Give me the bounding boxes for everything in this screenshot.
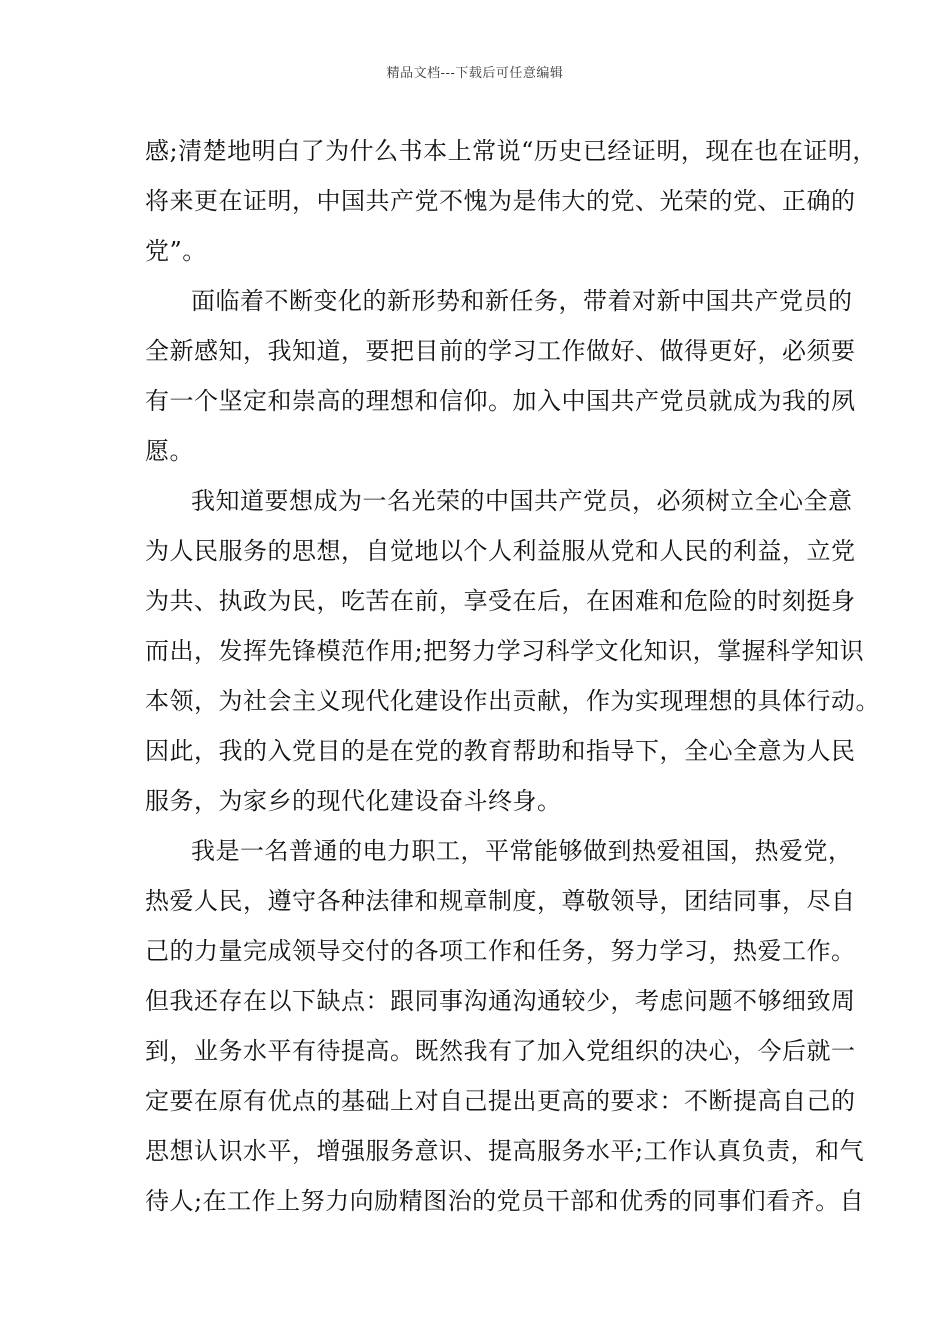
text-line: 愿。 <box>145 437 194 465</box>
text-line: 思想认识水平，增强服务意识、提高服务水平;工作认真负责，和气 <box>145 1137 865 1165</box>
text-line: 到，业务水平有待提高。既然我有了加入党组织的决心，今后就一 <box>145 1037 856 1065</box>
text-line: 为人民服务的思想，自觉地以个人利益服从党和人民的利益，立党 <box>145 537 856 565</box>
text-line: 待人;在工作上努力向励精图治的党员干部和优秀的同事们看齐。自 <box>145 1187 865 1215</box>
text-line: 己的力量完成领导交付的各项工作和任务，努力学习，热爱工作。 <box>145 937 856 965</box>
paragraph-first-line: 我知道要想成为一名光荣的中国共产党员，必须树立全心全意 <box>191 487 853 515</box>
page-header: 精品文档---下载后可任意编辑 <box>386 66 564 81</box>
text-line: 定要在原有优点的基础上对自己提出更高的要求：不断提高自己的 <box>145 1087 856 1115</box>
text-line: 热爱人民，遵守各种法律和规章制度，尊敬领导，团结同事，尽自 <box>145 887 856 915</box>
text-line: 党”。 <box>145 237 207 265</box>
text-line: 感;清楚地明白了为什么书本上常说“历史已经证明，现在也在证明， <box>145 137 877 165</box>
text-line: 而出，发挥先锋模范作用;把努力学习科学文化知识，掌握科学知识 <box>145 637 865 665</box>
text-line: 全新感知，我知道，要把目前的学习工作做好、做得更好，必须要 <box>145 337 856 365</box>
text-line: 因此，我的入党目的是在党的教育帮助和指导下，全心全意为人民 <box>145 737 856 765</box>
text-line: 将来更在证明，中国共产党不愧为是伟大的党、光荣的党、正确的 <box>145 187 856 215</box>
document-body <box>145 126 880 1226</box>
text-line: 但我还存在以下缺点：跟同事沟通沟通较少，考虑问题不够细致周 <box>145 987 856 1015</box>
text-line: 本领，为社会主义现代化建设作出贡献，作为实现理想的具体行动。 <box>145 687 880 715</box>
text-line: 服务，为家乡的现代化建设奋斗终身。 <box>145 787 562 815</box>
paragraph-first-line: 面临着不断变化的新形势和新任务，带着对新中国共产党员的 <box>191 287 853 315</box>
text-line: 有一个坚定和崇高的理想和信仰。加入中国共产党员就成为我的夙 <box>145 387 856 415</box>
text-line: 为共、执政为民，吃苦在前，享受在后，在困难和危险的时刻挺身 <box>145 587 856 615</box>
paragraph-first-line: 我是一名普通的电力职工，平常能够做到热爱祖国，热爱党， <box>191 837 853 865</box>
